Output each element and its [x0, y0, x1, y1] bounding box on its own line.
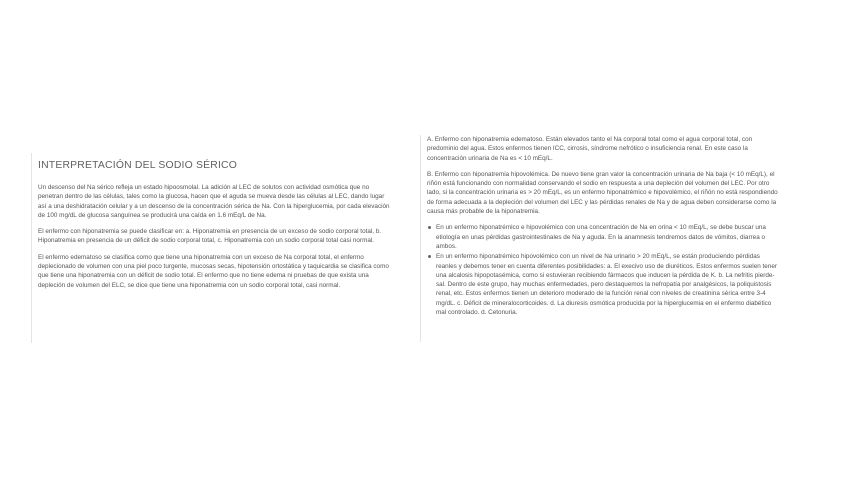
right-text-panel — [420, 135, 780, 342]
paragraph-sodium-descent: Un descenso del Na sérico refleja un estado hipoosmolal. La adición al LEC de solutos con actividad osmótica que no penetran dentro de las células, tales como la glucosa, hacen que el aguda se mueva desde las células al LEC, dando lugar así a una deshidratación celular y a un descenso de la concentración sérica de Na. Con la hiperglucemia, por cada elevación de 100 mg/dL de glucosa sanguínea se producirá una caída en 1.6 mEq/L de Na. — [38, 184, 390, 219]
list-item-text: En un enfermo hiponatrémico hipovolémico con un nivel de Na urinario > 20 mEq/L, se están produciendo pérdidas reanles y debemos tener en cuenta diferentes posibilidades: a. El execivo uso de diuréticos. Estos enfermos suelen tener una alcalosis hipopotasémica, como si estuvieran recibiendo fármacos que inducen la pérdida de K. b. La nefritis pierde-sal. Dentro de este grupo, hay muchas enfermedades, pero destaquemos la nefropatía por analgésicos, la poliquistosis renal, etc. Estos enfermos tienen un deterioro moderado de la función renal con niveles de creatinina sérica entre 3-4 mg/dL. c. Déficit de mineralocorticoides. d. La diuresis osmótica producida por la hiperglucemia en el enfermo diabético mal controlado. d. Cetonuria. — [436, 253, 777, 317]
list-item — [427, 223, 778, 251]
left-text-panel — [31, 153, 397, 343]
list-item-text: En un enfermo hiponatrémico e hipovolémico con una concentración de Na en orina < 10 mEq/L, se debe buscar una etiología en unas pérdidas gastrointestinales de Na y aguda. En la anamnesis tendremos datos de vómitos, diarrea o ambos. — [436, 224, 766, 250]
section-title: INTERPRETACIÓN DEL SODIO SÉRICO — [38, 160, 238, 171]
paragraph-hypovolemic-hyponatremia: B. Enfermo con hiponatremia hipovolémica. De nuevo tiene gran valor la concentración urinaria de Na baja (< 10 mEq/L), el riñón está funcionando con normalidad conservando el sodio en respuesta a una depleción del volumen del LEC. Por otro lado, si la concentración urinaria es > 20 mEq/L, es un enfermo hiponatrémico e hipovolémico, el riñón no está respondiendo de forma adecuada a la depleción del volumen del LEC y las pérdidas renales de Na y de agua deben considerarse como la causa más probable de la hiponatremia. — [427, 170, 778, 216]
list-item — [427, 252, 778, 317]
paragraph-edematous-patient: El enfermo edematoso se clasifica como que tiene una hiponatremia con un exceso de Na corporal total, el enfermo deplecionado de volumen con una piel poco turgente, mucosas secas, hipotensión ortostática y taquicardia se clasifica como que tiene una hiponatremia con un déficit de sodio total. El enfermo que no tiene edema ni pruebas de que exista una depleción de volumen del ELC, se dice que tiene una hiponatremia con un sodio corporal total, casi normal. — [38, 253, 389, 289]
paragraph-edematous-hyponatremia: A. Enfermo con hiponatremia edematoso. Están elevados tanto el Na corporal total como el agua corporal total, con predominio del agua. Estos enfermos tienen ICC, cirrosis, síndrome nefrótico o insuficiencia renal. En este caso la concentración urinaria de Na es < 10 mEq/L. — [427, 136, 753, 162]
bullet-dot-icon — [428, 226, 431, 229]
paragraph-classification: El enfermo con hiponatremia se puede clasificar en: a. Hiponatremia en presencia de un exceso de sodio corporal total, b. Hiponatremia en presencia de un déficit de sodio corporal total, c. Hiponatremia con un sodio corporal total casi normal. — [38, 228, 382, 245]
bullet-dot-icon — [428, 255, 431, 258]
bullet-list — [427, 223, 778, 317]
